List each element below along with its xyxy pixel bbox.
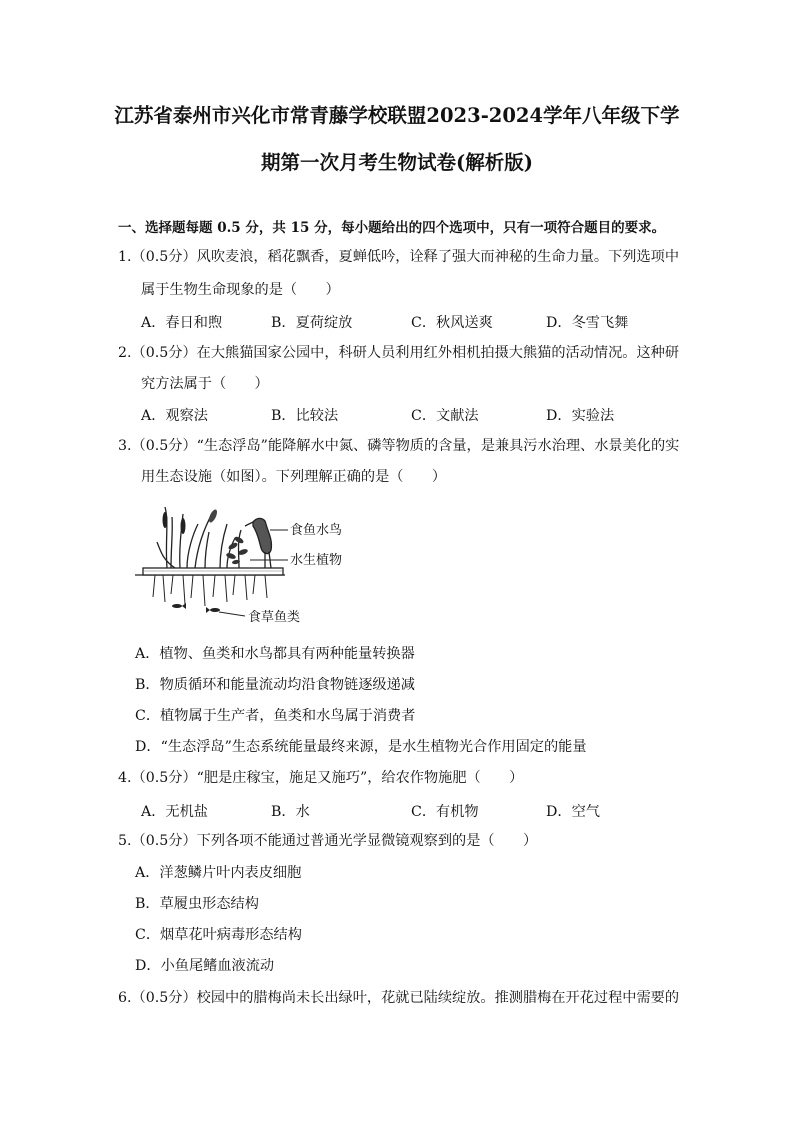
q2-option-d: D．实验法 <box>546 408 615 424</box>
q2-option-c: C．文献法 <box>411 408 479 424</box>
q5-option-a: A．洋葱鳞片叶内表皮细胞 <box>135 865 302 881</box>
q5-option-c: C．烟草花叶病毒形态结构 <box>135 927 302 943</box>
q4-stem: 4.（0.5分）“肥是庄稼宝，施足又施巧”，给农作物施肥（ ） <box>118 770 524 786</box>
document-title <box>100 94 694 185</box>
q3-option-a: A．植物、鱼类和水鸟都具有两种能量转换器 <box>135 646 415 662</box>
q4-option-d: D．空气 <box>546 804 600 820</box>
floating-island-illustration <box>135 502 355 626</box>
title-line-2: 期第一次月考生物试卷(解析版) <box>261 151 533 174</box>
section-heading: 一、选择题每题 0.5 分，共 15 分，每小题给出的四个选项中，只有一项符合题目的要求。 <box>118 220 666 236</box>
q3-option-b: B．物质循环和能量流动均沿食物链逐级递减 <box>135 677 415 693</box>
q5-stem: 5.（0.5分）下列各项不能通过普通光学显微镜观察到的是（ ） <box>118 833 538 849</box>
q1-option-c: C．秋风送爽 <box>411 315 493 331</box>
q3-option-c: C．植物属于生产者，鱼类和水鸟属于消费者 <box>135 708 416 724</box>
q2-stem-line-1: 2.（0.5分）在大熊猫国家公园中，科研人员利用红外相机拍摄大熊猫的活动情况。这种研 <box>118 345 680 361</box>
q2-stem-line-2: 究方法属于（ ） <box>141 376 269 392</box>
q3-stem-line-1: 3.（0.5分）“生态浮岛”能降解水中氮、磷等物质的含量，是兼具污水治理、水景美化的实 <box>118 438 680 454</box>
q1-option-d: D．冬雪飞舞 <box>546 315 629 331</box>
q2-option-a: A．观察法 <box>141 408 208 424</box>
title-line-1: 江苏省泰州市兴化市常青藤学校联盟2023-2024学年八年级下学 <box>114 104 680 127</box>
q1-option-a: A．春日和煦 <box>141 315 223 331</box>
q4-option-a: A．无机盐 <box>141 804 208 820</box>
q4-option-c: C．有机物 <box>411 804 479 820</box>
q1-option-b: B．夏荷绽放 <box>271 315 353 331</box>
figure-label-fish-eating-bird: 食鱼水鸟 <box>290 523 343 538</box>
q4-option-b: B．水 <box>271 804 310 820</box>
figure-label-herbivorous-fish: 食草鱼类 <box>248 610 301 625</box>
q1-stem-line-1: 1.（0.5分）风吹麦浪，稻花飘香，夏蝉低吟，诠释了强大而神秘的生命力量。下列选项中 <box>118 249 680 265</box>
figure-label-aquatic-plants: 水生植物 <box>290 553 343 568</box>
q5-option-d: D．小鱼尾鳍血液流动 <box>135 958 275 974</box>
q5-option-b: B．草履虫形态结构 <box>135 896 259 912</box>
q3-option-d: D．“生态浮岛”生态系统能量最终来源，是水生植物光合作用固定的能量 <box>135 739 587 755</box>
q2-option-b: B．比较法 <box>271 408 339 424</box>
q3-stem-line-2: 用生态设施（如图）。下列理解正确的是（ ） <box>141 469 447 485</box>
q6-stem-line-1: 6.（0.5分）校园中的腊梅尚未长出绿叶，花就已陆续绽放。推测腊梅在开花过程中需要的 <box>118 990 680 1006</box>
q1-stem-line-2: 属于生物生命现象的是（ ） <box>141 282 340 298</box>
ecological-floating-island-figure <box>135 502 355 626</box>
